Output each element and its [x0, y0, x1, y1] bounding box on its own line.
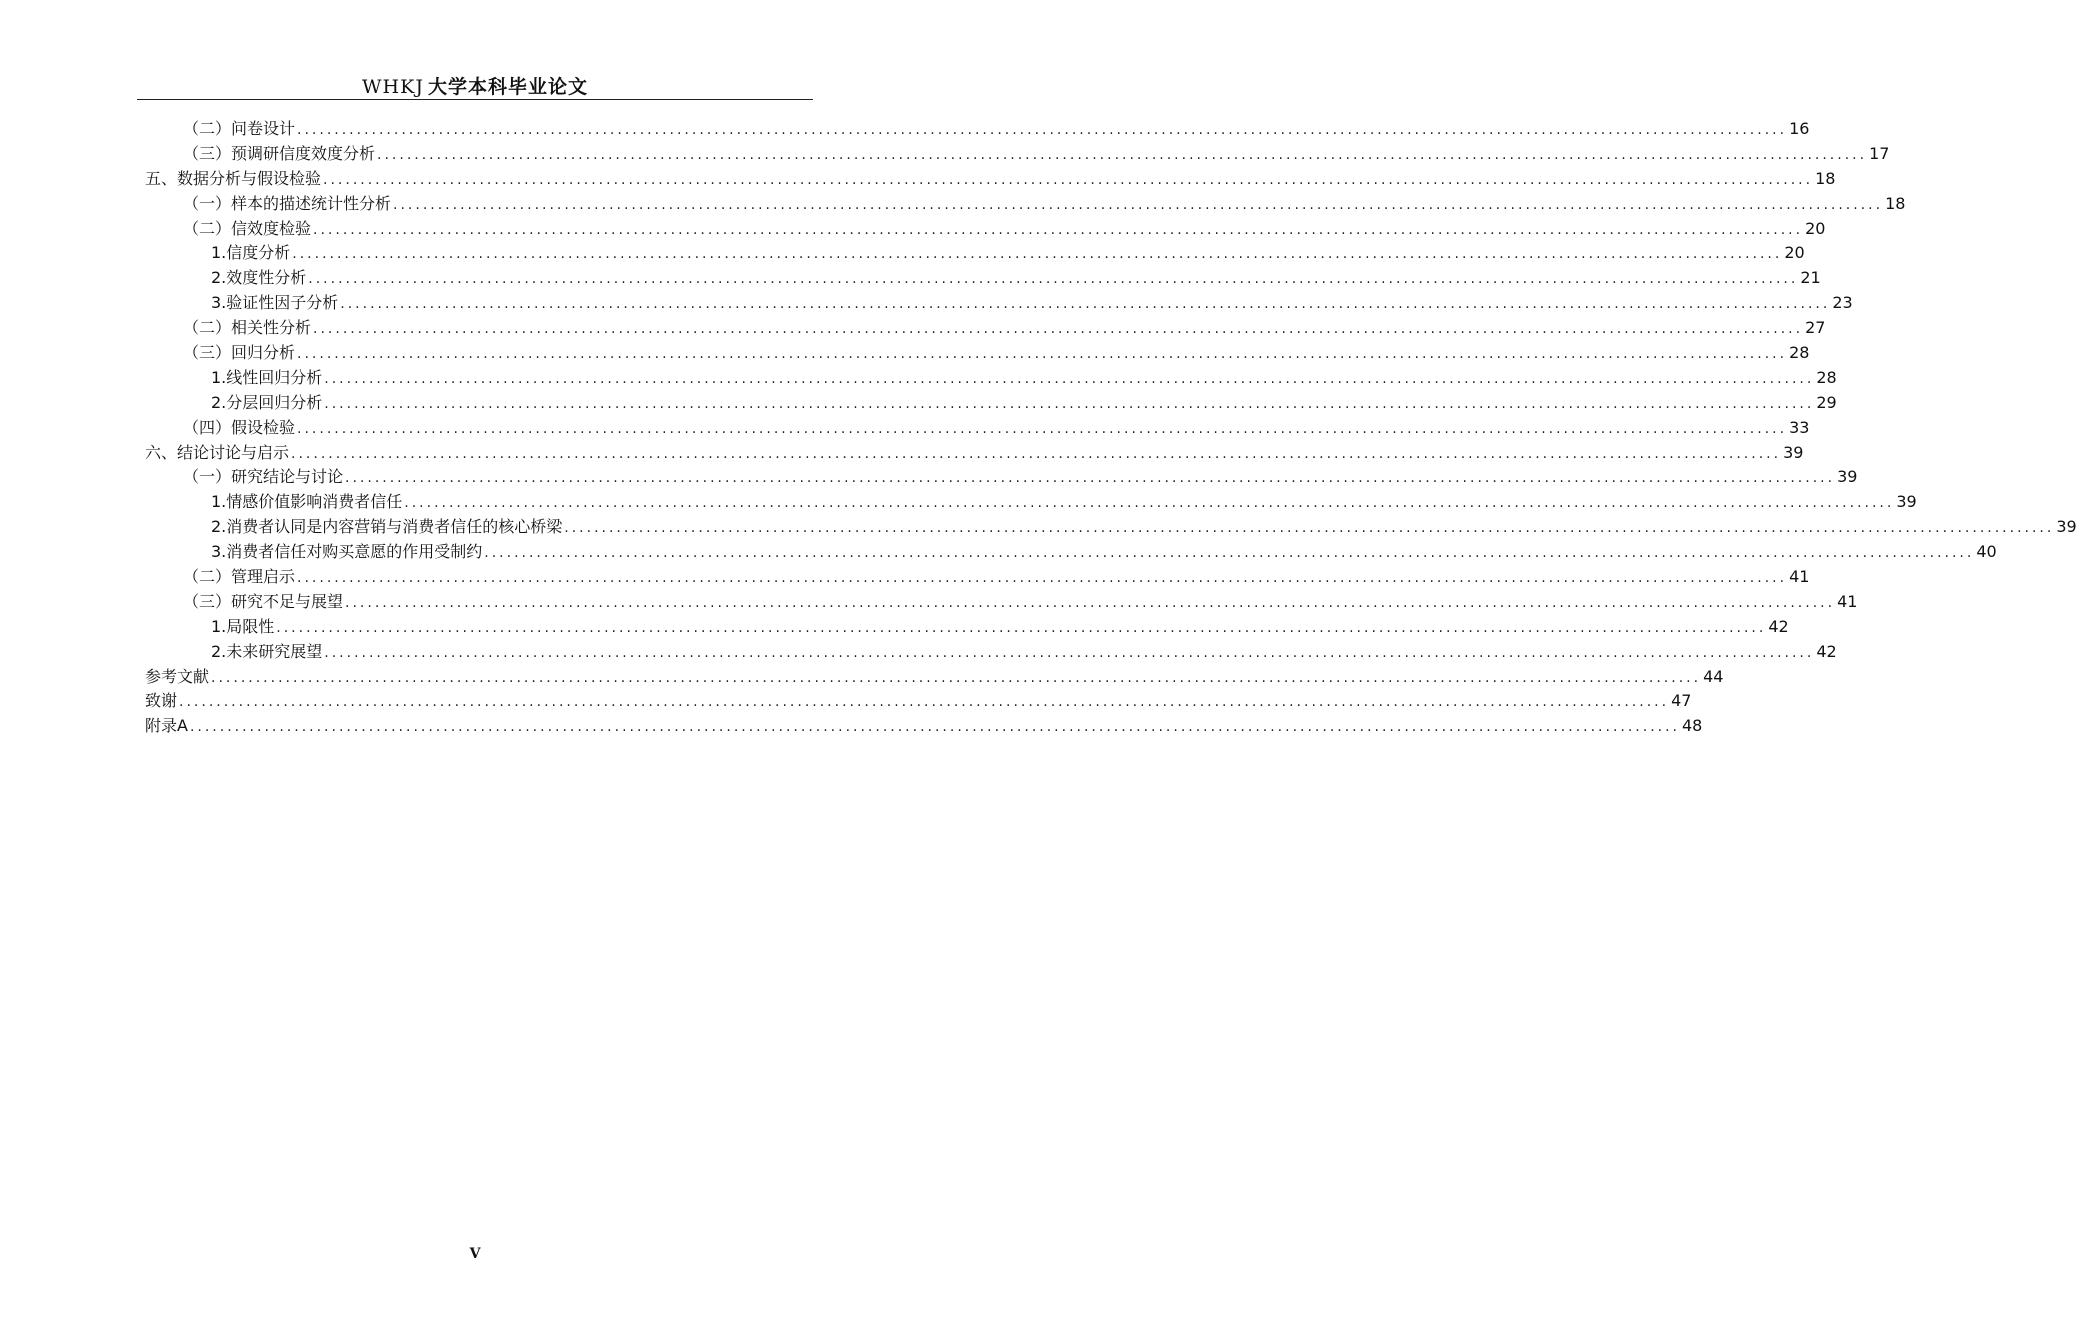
toc-entry-title: 3.验证性因子分析 [211, 293, 339, 313]
toc-entry[interactable] [145, 640, 1837, 665]
toc-dot-leader: ........................................................................................................................................................................................................ [313, 321, 1804, 338]
toc-entry[interactable] [145, 689, 1692, 714]
toc-dot-leader: ........................................................................................................................................................................................................ [291, 445, 1782, 462]
toc-dot-leader: ........................................................................................................................................................................................................ [297, 420, 1788, 437]
toc-dot-leader: ........................................................................................................................................................................................................ [308, 271, 1799, 288]
header-title: 大学本科毕业论文 [427, 76, 588, 98]
toc-entry-page: 28 [1816, 367, 1837, 387]
header-latin: WHKJ [362, 76, 424, 98]
toc-entry-page: 42 [1768, 616, 1789, 636]
toc-entry-title: 2.消费者认同是内容营销与消费者信任的核心桥梁 [211, 517, 563, 537]
toc-entry-title: 五、数据分析与假设检验 [145, 168, 322, 188]
toc-dot-leader: ........................................................................................................................................................................................................ [297, 346, 1788, 363]
toc-entry-title: （四）假设检验 [183, 417, 296, 437]
toc-entry-title: 1.信度分析 [211, 243, 291, 263]
toc-entry[interactable] [145, 117, 1810, 142]
toc-entry[interactable] [145, 565, 1810, 590]
toc-entry[interactable] [145, 142, 1890, 167]
toc-entry[interactable] [145, 615, 1789, 640]
toc-entry-title: 2.未来研究展望 [211, 641, 323, 661]
toc-entry[interactable] [145, 391, 1837, 416]
toc-entry-page: 28 [1789, 343, 1810, 363]
toc-entry-page: 17 [1869, 143, 1890, 163]
toc-entry-page: 29 [1816, 392, 1837, 412]
toc-dot-leader: ........................................................................................................................................................................................................ [324, 395, 1815, 412]
header-rule [137, 99, 813, 100]
toc-entry-page: 47 [1671, 691, 1692, 711]
toc-entry-title: 六、结论讨论与启示 [145, 442, 290, 462]
toc-entry-title: 1.局限性 [211, 616, 275, 636]
toc-entry[interactable] [145, 465, 1858, 490]
toc-entry-page: 16 [1789, 119, 1810, 138]
toc-entry[interactable] [145, 490, 1917, 515]
page-number: V [469, 1246, 481, 1262]
toc-entry[interactable] [145, 714, 1703, 739]
table-of-contents [145, 117, 2077, 739]
toc-entry-title: 1.情感价值影响消费者信任 [211, 492, 403, 512]
toc-entry-title: 1.线性回归分析 [211, 367, 323, 387]
toc-entry-page: 39 [1783, 442, 1804, 462]
toc-entry[interactable] [145, 515, 2077, 540]
toc-dot-leader: ........................................................................................................................................................................................................ [564, 520, 2055, 537]
toc-entry-page: 18 [1885, 193, 1906, 213]
toc-dot-leader: ........................................................................................................................................................................................................ [377, 146, 1868, 163]
toc-entry[interactable] [145, 167, 1836, 192]
toc-dot-leader: ........................................................................................................................................................................................................ [324, 644, 1815, 661]
toc-entry[interactable] [145, 590, 1858, 615]
toc-entry-page: 41 [1837, 591, 1858, 611]
toc-entry[interactable] [145, 316, 1826, 341]
toc-dot-leader: ........................................................................................................................................................................................................ [323, 171, 1814, 188]
toc-entry-page: 33 [1789, 417, 1810, 437]
toc-entry-page: 44 [1703, 666, 1724, 686]
toc-entry-page: 41 [1789, 567, 1810, 587]
toc-entry-page: 27 [1805, 318, 1826, 338]
toc-entry-title: （二）问卷设计 [183, 119, 296, 138]
toc-entry-page: 40 [1976, 542, 1997, 562]
toc-entry-title: （一）研究结论与讨论 [183, 467, 344, 487]
toc-entry-page: 18 [1815, 168, 1836, 188]
toc-entry-title: （三）回归分析 [183, 343, 296, 363]
toc-entry-title: （二）相关性分析 [183, 318, 312, 338]
toc-entry[interactable] [145, 266, 1821, 291]
toc-entry[interactable] [145, 241, 1805, 266]
toc-dot-leader: ........................................................................................................................................................................................................ [484, 545, 1975, 562]
toc-dot-leader: ........................................................................................................................................................................................................ [345, 470, 1836, 487]
toc-entry-title: 2.效度性分析 [211, 268, 307, 288]
toc-entry-title: 2.分层回归分析 [211, 392, 323, 412]
toc-dot-leader: ........................................................................................................................................................................................................ [393, 196, 1884, 213]
toc-dot-leader: ........................................................................................................................................................................................................ [404, 495, 1895, 512]
toc-entry-page: 42 [1816, 641, 1837, 661]
toc-entry[interactable] [145, 341, 1810, 366]
toc-entry-page: 39 [1896, 492, 1917, 512]
toc-dot-leader: ........................................................................................................................................................................................................ [340, 296, 1831, 313]
toc-entry[interactable] [145, 540, 1997, 565]
toc-entry-page: 20 [1805, 218, 1826, 238]
toc-entry-title: （二）信效度检验 [183, 218, 312, 238]
toc-entry[interactable] [145, 291, 1853, 316]
toc-entry-title: （三）预调研信度效度分析 [183, 143, 376, 163]
toc-dot-leader: ........................................................................................................................................................................................................ [189, 719, 1680, 736]
toc-entry[interactable] [145, 192, 1906, 217]
toc-entry[interactable] [145, 665, 1724, 690]
toc-entry[interactable] [145, 366, 1837, 391]
toc-entry-page: 39 [1837, 467, 1858, 487]
toc-dot-leader: ........................................................................................................................................................................................................ [345, 594, 1836, 611]
toc-dot-leader: ........................................................................................................................................................................................................ [313, 221, 1804, 238]
toc-entry-page: 21 [1800, 268, 1821, 288]
toc-entry-page: 39 [2056, 517, 2077, 537]
toc-dot-leader: ........................................................................................................................................................................................................ [297, 122, 1788, 138]
toc-entry-page: 20 [1784, 243, 1805, 263]
toc-dot-leader: ........................................................................................................................................................................................................ [211, 669, 1702, 686]
toc-entry-title: （三）研究不足与展望 [183, 591, 344, 611]
toc-dot-leader: ........................................................................................................................................................................................................ [324, 370, 1815, 387]
toc-entry-title: 3.消费者信任对购买意愿的作用受制约 [211, 542, 483, 562]
toc-dot-leader: ........................................................................................................................................................................................................ [179, 694, 1670, 711]
toc-entry-title: 参考文献 [145, 666, 210, 686]
toc-entry[interactable] [145, 416, 1810, 441]
toc-entry-title: 附录A [145, 716, 188, 736]
toc-entry[interactable] [145, 217, 1826, 242]
toc-entry-title: （二）管理启示 [183, 567, 296, 587]
page-header [137, 72, 813, 99]
toc-entry-title: 致谢 [145, 691, 178, 711]
toc-dot-leader: ........................................................................................................................................................................................................ [292, 246, 1783, 263]
toc-dot-leader: ........................................................................................................................................................................................................ [276, 619, 1767, 636]
toc-entry-title: （一）样本的描述统计性分析 [183, 193, 392, 213]
toc-entry[interactable] [145, 441, 1804, 466]
toc-entry-page: 48 [1682, 716, 1703, 736]
toc-dot-leader: ........................................................................................................................................................................................................ [297, 570, 1788, 587]
toc-entry-page: 23 [1832, 293, 1853, 313]
